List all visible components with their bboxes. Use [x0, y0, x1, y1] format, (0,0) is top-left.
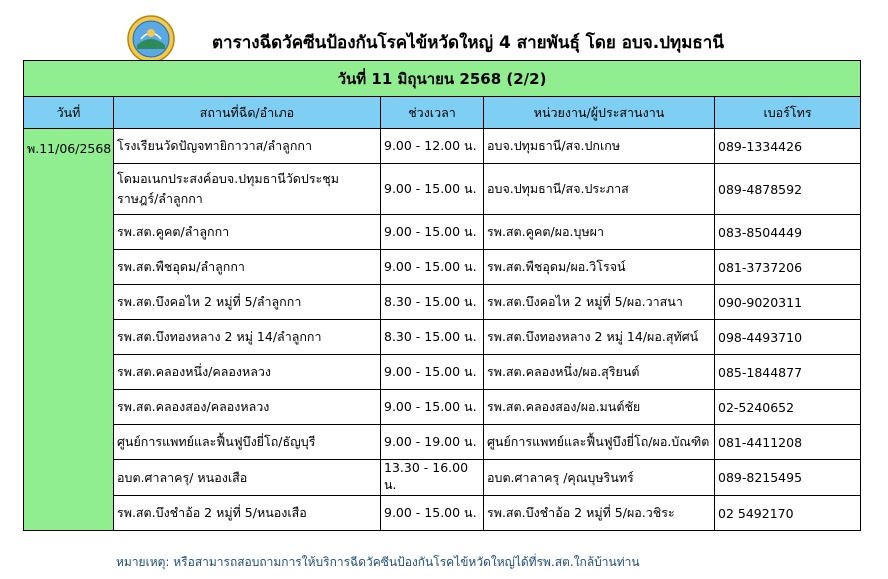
header: [0, 0, 888, 60]
phone-cell: 098-4493710: [715, 320, 861, 355]
time-cell: 9.00 - 15.00 น.: [381, 164, 484, 215]
phone-cell: 083-8504449: [715, 215, 861, 250]
agency-cell: อบจ.ปทุมธานี/สจ.ประภาส: [484, 164, 715, 215]
column-header-place: สถานที่ฉีด/อำเภอ: [114, 97, 381, 129]
time-cell: 9.00 - 15.00 น.: [381, 250, 484, 285]
vaccination-schedule-table: [23, 60, 861, 531]
time-cell: 9.00 - 15.00 น.: [381, 355, 484, 390]
column-header-phone: เบอร์โทร: [715, 97, 861, 129]
place-cell: รพ.สต.พืชอุดม/ลำลูกกา: [114, 250, 381, 285]
table-row: [24, 496, 861, 531]
place-cell: รพ.สต.บึงชำอ้อ 2 หมู่ที่ 5/หนองเสือ: [114, 496, 381, 531]
phone-cell: 090-9020311: [715, 285, 861, 320]
province-seal-logo: [127, 15, 175, 63]
place-cell: โดมอเนกประสงค์อบจ.ปทุมธานีวัดประชุมราษฎร์/ลำลูกกา: [114, 164, 381, 215]
time-cell: 9.00 - 15.00 น.: [381, 215, 484, 250]
phone-cell: 081-3737206: [715, 250, 861, 285]
place-cell: รพ.สต.คูคต/ลำลูกกา: [114, 215, 381, 250]
table-row: [24, 320, 861, 355]
phone-cell: 02-5240652: [715, 390, 861, 425]
agency-cell: รพ.สต.คูคต/ผอ.บุษผา: [484, 215, 715, 250]
phone-cell: 085-1844877: [715, 355, 861, 390]
time-cell: 8.30 - 15.00 น.: [381, 320, 484, 355]
footnote: หมายเหตุ: หรือสามารถสอบถามการให้บริการฉีดวัคซีนป้องกันโรคไข้หวัดใหญ่ได้ที่รพ.สต.ใกล้บ้านท่าน: [116, 555, 640, 569]
date-banner-row: [24, 61, 861, 97]
place-cell: รพ.สต.บึงคอไห 2 หมู่ที่ 5/ลำลูกกา: [114, 285, 381, 320]
column-header-time: ช่วงเวลา: [381, 97, 484, 129]
phone-cell: 02 5492170: [715, 496, 861, 531]
column-header-row: [24, 97, 861, 129]
place-cell: รพ.สต.บึงทองหลาง 2 หมู่ 14/ลำลูกกา: [114, 320, 381, 355]
column-header-date: วันที่: [24, 97, 114, 129]
place-cell: โรงเรียนวัดปัญจทายิกาวาส/ลำลูกกา: [114, 129, 381, 164]
agency-cell: รพ.สต.บึงคอไห 2 หมู่ที่ 5/ผอ.วาสนา: [484, 285, 715, 320]
phone-cell: 089-8215495: [715, 460, 861, 496]
table-row: [24, 425, 861, 460]
time-cell: 9.00 - 15.00 น.: [381, 390, 484, 425]
table-row: [24, 250, 861, 285]
date-banner: วันที่ 11 มิถุนายน 2568 (2/2): [24, 61, 861, 97]
place-cell: อบต.ศาลาครุ/ หนองเสือ: [114, 460, 381, 496]
page-title: ตารางฉีดวัคซีนป้องกันโรคไข้หวัดใหญ่ 4 สายพันธุ์ โดย อบจ.ปทุมธานี: [212, 33, 724, 53]
time-cell: 9.00 - 19.00 น.: [381, 425, 484, 460]
table-row: [24, 164, 861, 215]
table-row: [24, 355, 861, 390]
place-cell: รพ.สต.คลองหนึ่ง/คลองหลวง: [114, 355, 381, 390]
table-row: [24, 215, 861, 250]
agency-cell: อบต.ศาลาครุ /คุณบุษรินทร์: [484, 460, 715, 496]
phone-cell: 081-4411208: [715, 425, 861, 460]
place-cell: รพ.สต.คลองสอง/คลองหลวง: [114, 390, 381, 425]
column-header-agency: หน่วยงาน/ผู้ประสานงาน: [484, 97, 715, 129]
time-cell: 9.00 - 12.00 น.: [381, 129, 484, 164]
table-row: [24, 390, 861, 425]
agency-cell: รพ.สต.พืชอุดม/ผอ.วิโรจน์: [484, 250, 715, 285]
place-cell: ศูนย์การแพทย์และฟื้นฟูบึงยี่โถ/ธัญบุรี: [114, 425, 381, 460]
time-cell: 13.30 - 16.00 น.: [381, 460, 484, 496]
table-row: [24, 460, 861, 496]
phone-cell: 089-4878592: [715, 164, 861, 215]
date-cell: พ.11/06/2568: [24, 129, 114, 531]
agency-cell: รพ.สต.บึงทองหลาง 2 หมู่ 14/ผอ.สุทัศน์: [484, 320, 715, 355]
table-row: [24, 285, 861, 320]
agency-cell: รพ.สต.บึงชำอ้อ 2 หมู่ที่ 5/ผอ.วชิระ: [484, 496, 715, 531]
agency-cell: อบจ.ปทุมธานี/สจ.ปกเกษ: [484, 129, 715, 164]
time-cell: 8.30 - 15.00 น.: [381, 285, 484, 320]
table-row: [24, 129, 861, 164]
phone-cell: 089-1334426: [715, 129, 861, 164]
agency-cell: ศูนย์การแพทย์และฟื้นฟูบึงยี่โถ/ผอ.บัณฑิต: [484, 425, 715, 460]
agency-cell: รพ.สต.คลองหนึ่ง/ผอ.สุริยนต์: [484, 355, 715, 390]
time-cell: 9.00 - 15.00 น.: [381, 496, 484, 531]
agency-cell: รพ.สต.คลองสอง/ผอ.มนต์ชัย: [484, 390, 715, 425]
